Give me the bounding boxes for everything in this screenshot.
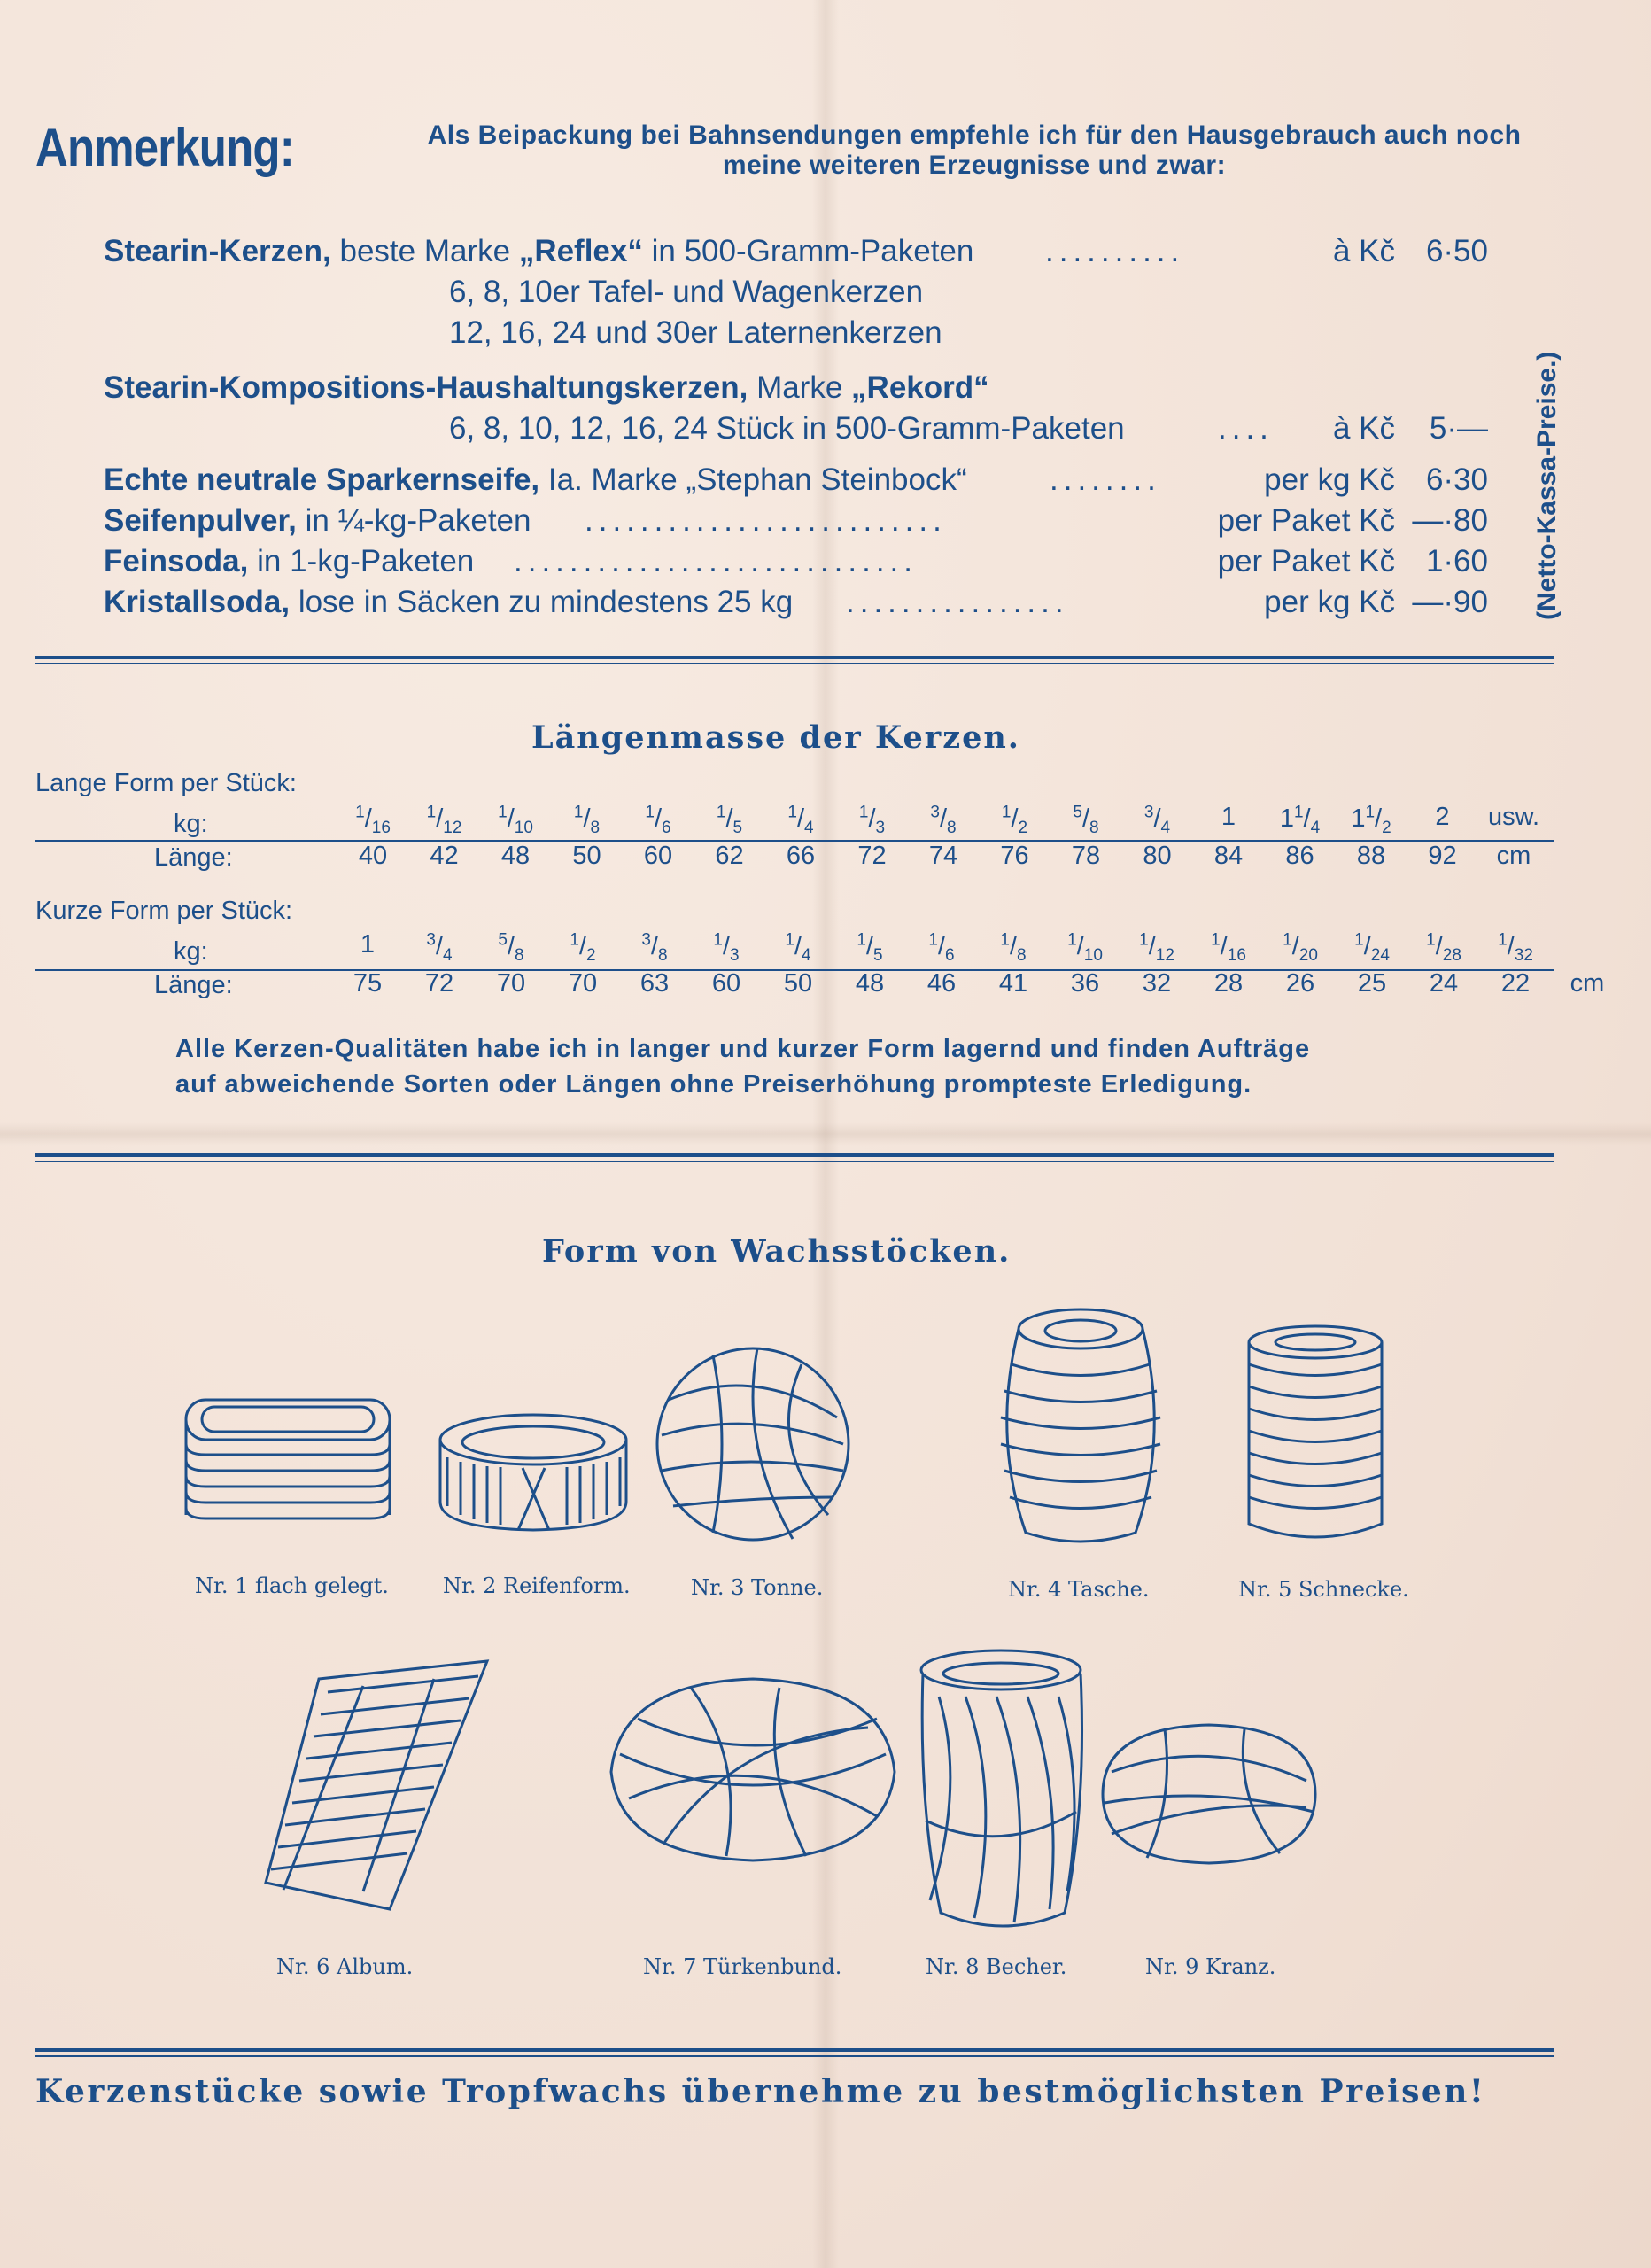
kg-cell: $^5/_8$: [1073, 803, 1099, 837]
kg-cell: $^1/_8$: [573, 803, 601, 837]
product-detail: 6, 8, 10er Tafel- und Wagenkerzen: [449, 275, 924, 309]
leader-dots: ..........: [1045, 234, 1185, 268]
length-cell: 86: [1285, 842, 1314, 870]
length-cell: 70: [496, 969, 526, 998]
product-name: Stearin-Kerzen,: [104, 234, 331, 268]
length-cell: 70: [568, 969, 598, 998]
price-unit: per kg Kč: [1264, 585, 1395, 619]
product-name: Echte neutrale Sparkernseife,: [104, 462, 540, 497]
wax-turkenbund-illustration: [602, 1666, 903, 1869]
product-desc-rest: in 500-Gramm-Paketen: [651, 234, 974, 268]
kg-cell: $^3/_4$: [1143, 803, 1171, 837]
length-cell: cm: [1570, 969, 1605, 998]
wax-flat-illustration: [177, 1391, 399, 1542]
product-desc: Ia. Marke „Stephan Steinbock“: [547, 462, 967, 497]
length-label: Länge:: [154, 971, 233, 999]
length-cell: 36: [1070, 969, 1100, 998]
notice-line2: auf abweichende Sorten oder Längen ohne Preiserhöhung prompteste Erledigung.: [175, 1070, 1252, 1099]
product-name: Stearin-Kompositions-Haushaltungskerzen,: [104, 370, 748, 405]
product-sparkernseife: [104, 462, 967, 498]
wax-wreath-illustration: [1094, 1719, 1324, 1869]
length-cell: 41: [998, 969, 1028, 998]
leader-dots: ................: [846, 585, 1069, 619]
wax-ring-illustration: [434, 1409, 633, 1542]
length-cell: 48: [500, 842, 531, 870]
length-cell: 88: [1356, 842, 1386, 870]
length-cell: 72: [857, 842, 887, 870]
caption-nr2: Nr. 2 Reifenform.: [443, 1573, 631, 1598]
kg-label: kg:: [174, 810, 208, 838]
product-kristallsoda: [104, 585, 793, 620]
kg-cell: $^5/_8$: [498, 930, 524, 965]
price-value: 6·50: [1425, 234, 1488, 268]
price-unit: per Paket Kč: [1217, 503, 1395, 538]
length-cell: 74: [928, 842, 958, 870]
leader-dots: ........: [1050, 462, 1161, 497]
product-name: Feinsoda,: [104, 544, 249, 579]
kg-cell: 1: [360, 930, 376, 959]
length-cell: 42: [430, 842, 459, 870]
leader-dots: ..........................: [585, 503, 947, 538]
note-text-line2: meine weiteren Erzeugnisse und zwar:: [722, 151, 1227, 180]
kg-cell: $^1/_4$: [785, 930, 811, 965]
kg-cell: $^1/_3$: [858, 803, 886, 837]
leader-dots: .............................: [514, 544, 918, 579]
price-unit: à Kč: [1332, 411, 1395, 446]
product-detail: 12, 16, 24 und 30er Laternenkerzen: [449, 315, 942, 350]
kg-cell: $^3/_8$: [641, 930, 668, 965]
kg-cell: $^1/_{16}$: [1211, 930, 1246, 965]
lengths-heading: Längenmasse der Kerzen.: [531, 719, 1020, 756]
note-title: Anmerkung:: [35, 118, 294, 177]
price-value: 6·30: [1425, 462, 1488, 497]
kg-cell: $^1/_{10}$: [1067, 930, 1103, 965]
price-value: 1·60: [1425, 544, 1488, 579]
length-cell: 26: [1285, 969, 1315, 998]
kg-cell: $^1/_4$: [787, 803, 814, 837]
divider-rule: [35, 1153, 1554, 1157]
forms-heading: Form von Wachsstöcken.: [542, 1233, 1012, 1270]
kg-cell: $^1/_{12}$: [1139, 930, 1174, 965]
kg-cell: $^3/_8$: [930, 803, 957, 837]
length-cell: 80: [1143, 842, 1172, 870]
product-desc: beste Marke: [339, 234, 511, 268]
kg-cell: $^1/_{16}$: [355, 803, 391, 837]
kg-label: kg:: [174, 937, 208, 966]
length-cell: 66: [786, 842, 816, 870]
length-cell: 32: [1142, 969, 1172, 998]
product-detail: 6, 8, 10, 12, 16, 24 Stück in 500-Gramm-Paketen: [449, 411, 1125, 446]
caption-nr1: Nr. 1 flach gelegt.: [195, 1573, 389, 1598]
length-cell: 28: [1213, 969, 1244, 998]
length-cell: 60: [643, 842, 673, 870]
note-text-line1: Als Beipackung bei Bahnsendungen empfehle ich für den Hausgebrauch auch noch: [427, 120, 1522, 150]
length-cell: 22: [1500, 969, 1531, 998]
price-unit: per Paket Kč: [1217, 544, 1395, 579]
kg-cell: $^1/_{10}$: [498, 803, 533, 837]
length-cell: 84: [1213, 842, 1244, 870]
kg-cell: $^1/_5$: [857, 930, 883, 965]
note-text: [390, 120, 1559, 181]
product-seifenpulver: [104, 503, 531, 539]
short-form-title: Kurze Form per Stück:: [35, 897, 293, 925]
divider-rule: [35, 656, 1554, 659]
product-desc: Marke: [756, 370, 843, 405]
product-desc: in ¼-kg-Paketen: [305, 503, 531, 538]
kg-cell: $^1/_6$: [645, 803, 671, 837]
caption-nr4: Nr. 4 Tasche.: [1008, 1577, 1150, 1602]
footer-text: Kerzenstücke sowie Tropfwachs übernehme zu bestmöglichsten Preisen!: [35, 2073, 1486, 2110]
wax-album-illustration: [257, 1643, 514, 1927]
price-value: 5·—: [1429, 411, 1488, 446]
length-cell: 50: [572, 842, 601, 870]
length-cell: 75: [353, 969, 383, 998]
leader-dots: ....: [1218, 411, 1274, 446]
product-name: Seifenpulver,: [104, 503, 297, 538]
divider-rule-thin: [35, 1161, 1554, 1162]
length-cell: 78: [1071, 842, 1101, 870]
length-cell: 72: [424, 969, 454, 998]
length-cell: 76: [1000, 842, 1029, 870]
side-note-netto-kassa: (Netto-Kassa-Preise.): [1532, 351, 1562, 620]
kg-cell: $^1/_2$: [570, 930, 596, 965]
divider-rule: [35, 2048, 1554, 2052]
kg-cell: $^1/_2$: [1001, 803, 1028, 837]
product-desc: in 1-kg-Paketen: [257, 544, 475, 579]
kg-cell: $^1/_6$: [928, 930, 955, 965]
kg-cell: $^1/_{28}$: [1426, 930, 1461, 965]
product-name: Kristallsoda,: [104, 585, 291, 619]
caption-nr7: Nr. 7 Türkenbund.: [643, 1954, 842, 1979]
product-stearin-kompositions: [104, 370, 989, 406]
price-value: —·80: [1412, 503, 1488, 538]
length-label: Länge:: [154, 843, 233, 872]
notice-line1: Alle Kerzen-Qualitäten habe ich in langer und kurzer Form lagernd und finden Aufträge: [175, 1035, 1311, 1063]
price-value: —·90: [1412, 585, 1488, 619]
wax-pocket-illustration: [992, 1302, 1169, 1550]
divider-rule-thin: [35, 663, 1554, 664]
length-cell: 50: [783, 969, 813, 998]
length-cell: 60: [711, 969, 741, 998]
kg-cell: $^1/_5$: [716, 803, 743, 837]
caption-nr3: Nr. 3 Tonne.: [691, 1575, 824, 1600]
product-stearin-kerzen: [104, 234, 973, 269]
wax-barrel-illustration: [651, 1338, 855, 1550]
kg-cell: usw.: [1487, 803, 1540, 831]
length-cell: 62: [715, 842, 744, 870]
caption-nr5: Nr. 5 Schnecke.: [1238, 1577, 1409, 1602]
caption-nr9: Nr. 9 Kranz.: [1145, 1954, 1276, 1979]
divider-rule-thin: [35, 2055, 1554, 2057]
kg-cell: $^1/_{32}$: [1498, 930, 1533, 965]
caption-nr8: Nr. 8 Becher.: [926, 1954, 1067, 1979]
length-cell: 24: [1429, 969, 1459, 998]
kg-cell: 2: [1435, 803, 1450, 831]
length-cell: 63: [639, 969, 670, 998]
length-cell: 92: [1428, 842, 1457, 870]
kg-cell: $1^1/_2$: [1351, 803, 1391, 837]
kg-cell: $^1/_3$: [713, 930, 740, 965]
price-unit: à Kč: [1332, 234, 1395, 268]
price-unit: per kg Kč: [1264, 462, 1395, 497]
length-cell: 48: [855, 969, 885, 998]
length-cell: 46: [926, 969, 957, 998]
kg-cell: $^1/_{12}$: [426, 803, 462, 837]
wax-cup-illustration: [912, 1643, 1089, 1936]
length-cell: cm: [1496, 842, 1531, 870]
lengths-notice: [175, 1031, 1504, 1102]
kg-cell: $^1/_{20}$: [1283, 930, 1318, 965]
kg-cell: $^3/_4$: [426, 930, 453, 965]
kg-cell: $1^1/_4$: [1279, 803, 1321, 837]
long-form-title: Lange Form per Stück:: [35, 769, 297, 797]
product-brand: „Rekord“: [851, 370, 989, 405]
length-cell: 40: [358, 842, 388, 870]
kg-cell: 1: [1221, 803, 1236, 831]
caption-nr6: Nr. 6 Album.: [276, 1954, 414, 1979]
length-cell: 25: [1357, 969, 1387, 998]
product-brand: „Reflex“: [518, 234, 643, 268]
product-desc: lose in Säcken zu mindestens 25 kg: [298, 585, 794, 619]
kg-cell: $^1/_8$: [1000, 930, 1027, 965]
wax-snail-illustration: [1240, 1320, 1391, 1550]
kg-cell: $^1/_{24}$: [1354, 930, 1390, 965]
product-feinsoda: [104, 544, 474, 579]
